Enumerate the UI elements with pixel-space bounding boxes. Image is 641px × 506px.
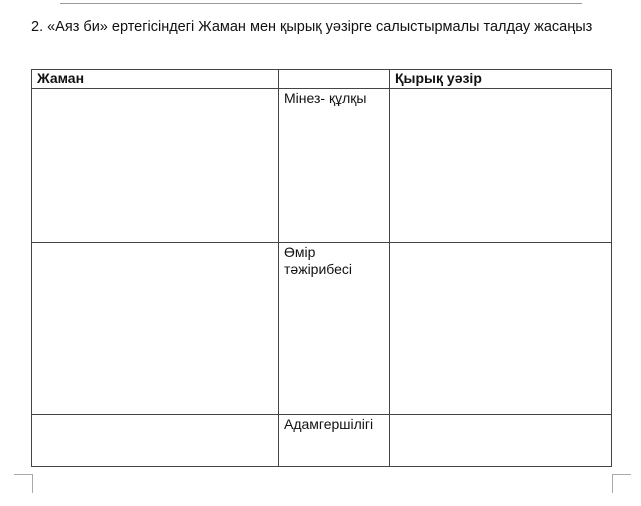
- uazir-cell[interactable]: [390, 415, 612, 467]
- zhaman-cell[interactable]: [32, 415, 279, 467]
- header-criterion: [279, 70, 390, 89]
- header-zhaman: Жаман: [32, 70, 279, 89]
- uazir-cell[interactable]: [390, 243, 612, 415]
- crop-mark-bottom-left: [14, 474, 33, 493]
- table-row: [32, 89, 612, 243]
- criterion-cell: Мінез- құлқы: [279, 89, 390, 243]
- table-row: [32, 243, 612, 415]
- table-row: [32, 415, 612, 467]
- header-qyryq-uazir: Қырық уәзір: [390, 70, 612, 89]
- uazir-cell[interactable]: [390, 89, 612, 243]
- criterion-cell: Өмір тәжірибесі: [279, 243, 390, 415]
- zhaman-cell[interactable]: [32, 243, 279, 415]
- criterion-cell: Адамгершілігі: [279, 415, 390, 467]
- comparison-table: [31, 69, 612, 467]
- zhaman-cell[interactable]: [32, 89, 279, 243]
- task-text: 2. «Аяз би» ертегісіндегі Жаман мен қырық уәзірге салыстырмалы талдау жасаңыз: [31, 19, 593, 35]
- top-rule: [60, 0, 582, 4]
- header-row: [32, 70, 612, 89]
- crop-mark-bottom-right: [612, 474, 631, 493]
